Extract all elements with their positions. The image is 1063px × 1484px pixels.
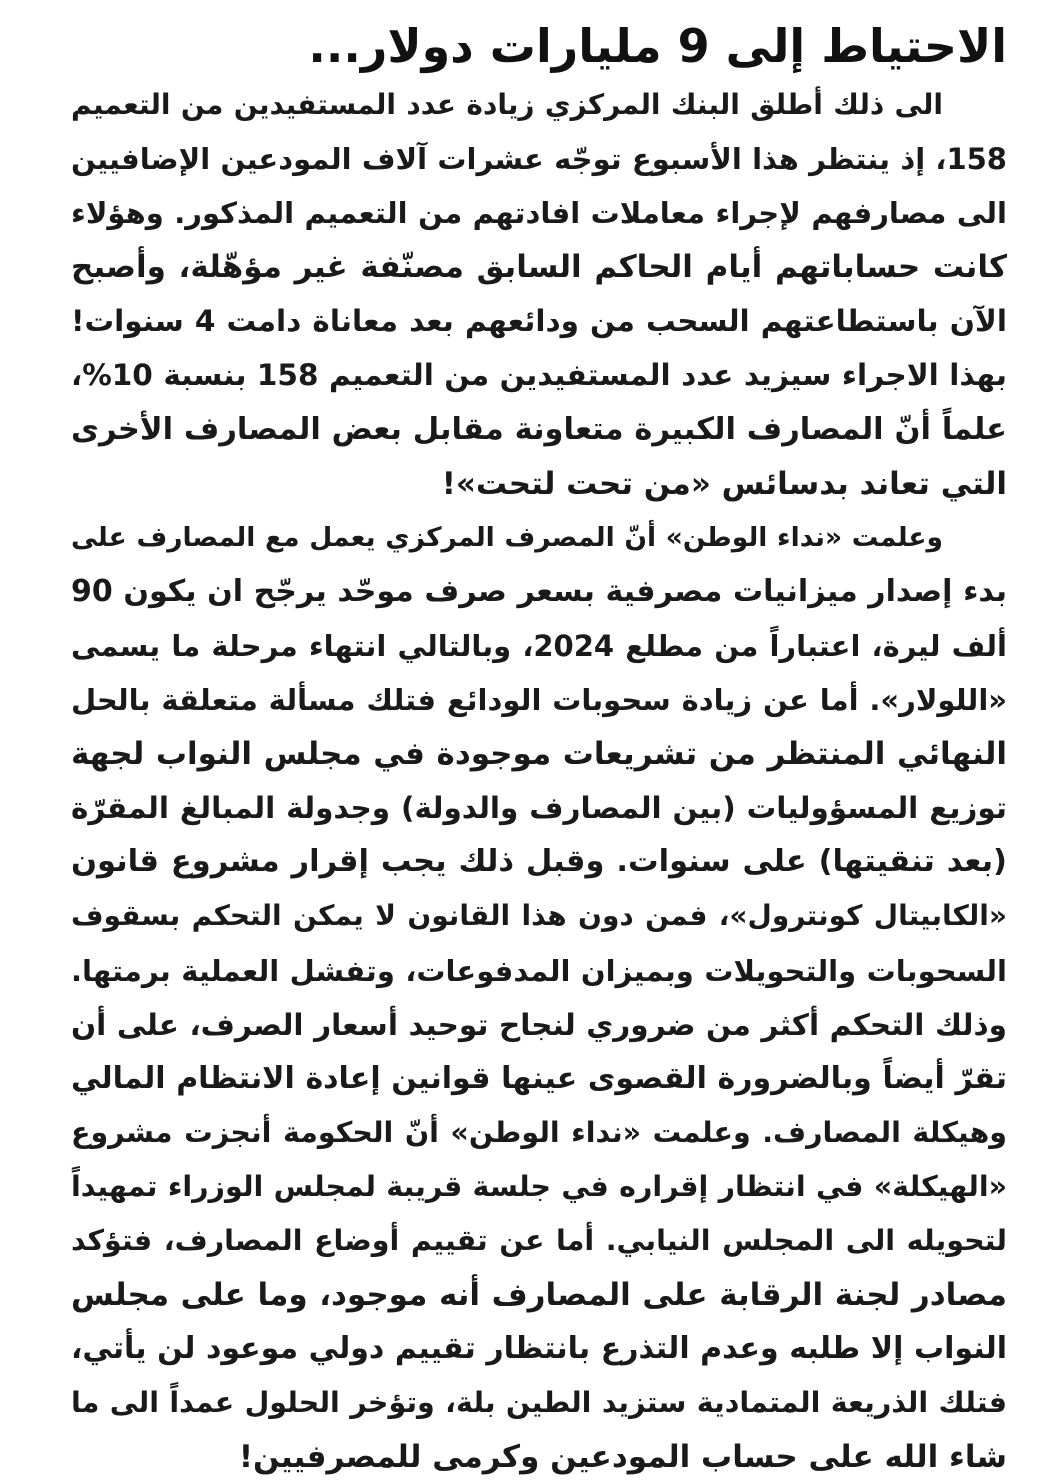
text-line: 158، إذ ينتظر هذا الأسبوع توجّه عشرات آلاف المودعين الإضافيين	[71, 142, 1007, 177]
text-line: تقرّ أيضاً وبالضرورة القصوى عينها قوانين إعادة الانتظام المالي	[71, 1060, 1007, 1096]
text-line: وعلمت «نداء الوطن» أنّ المصرف المركزي يعمل مع المصارف على	[71, 521, 943, 553]
paragraph-1	[71, 78, 1007, 511]
text-line: وذلك التحكم أكثر من ضروري لنجاح توحيد أسعار الصرف، على أن	[71, 1007, 1007, 1042]
text-line: السحوبات والتحويلات وبميزان المدفوعات، وتفشل العملية برمتها.	[71, 953, 1007, 988]
text-line: النهائي المنتظر من تشريعات موجودة في مجلس النواب لجهة	[71, 736, 1007, 773]
text-line: وهيكلة المصارف. وعلمت «نداء الوطن» أنّ الحكومة أنجزت مشروع	[71, 1115, 1007, 1149]
text-line: الى ذلك أطلق البنك المركزي زيادة عدد المستفيدين من التعميم	[71, 88, 943, 121]
text-line: توزيع المسؤوليات (بين المصارف والدولة) وجدولة المبالغ المقرّة	[71, 791, 1007, 826]
text-line: الى مصارفهم لإجراء معاملات افادتهم من التعميم المذكور. وهؤلاء	[71, 196, 1007, 231]
text-line: علماً أنّ المصارف الكبيرة متعاونة مقابل بعض المصارف الأخرى	[71, 411, 1007, 447]
text-line: بدء إصدار ميزانيات مصرفية بسعر صرف موحّد يرجّح ان يكون 90	[71, 573, 1007, 609]
text-line: النواب إلا طلبه وعدم التذرع بانتظار تقييم دولي موعود لن يأتي،	[71, 1331, 1007, 1367]
text-line: «الهيكلة» في انتظار إقراره في جلسة قريبة لمجلس الوزراء تمهيداً	[71, 1169, 1007, 1203]
text-line: التي تعاند بدسائس «من تحت لتحت»!	[441, 465, 1007, 502]
article-body	[71, 78, 1007, 1484]
text-line: شاء الله على حساب المودعين وكرمى للمصرفيين!	[238, 1439, 1007, 1476]
text-line: بهذا الاجراء سيزيد عدد المستفيدين من التعميم 158 بنسبة 10%،	[71, 358, 1007, 393]
text-line: الآن باستطاعتهم السحب من ودائعهم بعد معاناة دامت 4 سنوات!	[71, 304, 1008, 339]
article-headline: الاحتياط إلى 9 مليارات دولار...	[308, 19, 1007, 73]
text-line: «الكابيتال كونترول»، فمن دون هذا القانون لا يمكن التحكم بسقوف	[71, 899, 1007, 933]
text-line: لتحويله الى المجلس النيابي. أما عن تقييم أوضاع المصارف، فتؤكد	[71, 1223, 1007, 1257]
text-line: مصادر لجنة الرقابة على المصارف أنه موجود، وما على مجلس	[71, 1277, 1007, 1314]
text-line: فتلك الذريعة المتمادية ستزيد الطين بلة، وتؤخر الحلول عمداً الى ما	[71, 1386, 1007, 1420]
text-line: (بعد تنقيتها) على سنوات. وقبل ذلك يجب إقرار مشروع قانون	[71, 844, 1007, 880]
text-line: «اللولار». أما عن زيادة سحوبات الودائع فتلك مسألة متعلقة بالحل	[71, 683, 1007, 718]
paragraph-2	[71, 511, 1007, 1484]
text-line: ألف ليرة، اعتباراً من مطلع 2024، وبالتالي انتهاء مرحلة ما يسمى	[71, 628, 1007, 663]
text-line: كانت حساباتهم أيام الحاكم السابق مصنّفة غير مؤهّلة، وأصبح	[71, 249, 1007, 286]
